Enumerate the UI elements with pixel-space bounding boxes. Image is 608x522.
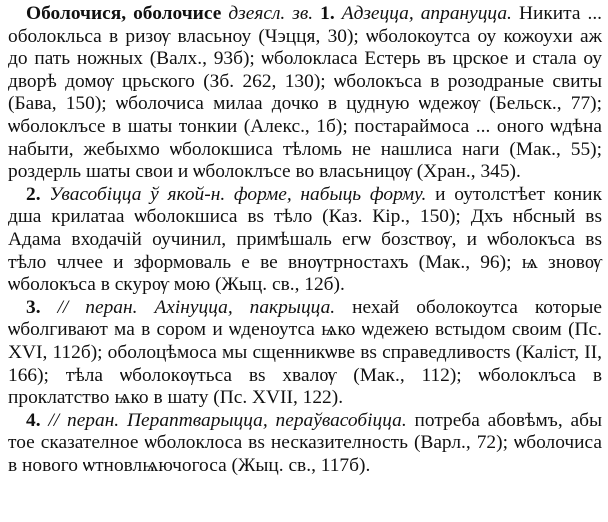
usage-label: // перан. [48, 409, 120, 431]
sense-citations: и оутолстѣет коник дша крилатаа ѡболокшиса вs тѣло (Каз. Кір., 150); Дхъ нбсный вs Адама входачій оучинил, примѣшаль егѡ бозствѹ, и ѡболокъса вs тѣло члчее и зформоваль е ве внѹтрностахъ (Мак., 96); ѩ зновѹ ѡболокъса в скурѹ мою (Жыц. св., 12б). [8, 183, 602, 296]
sense-gloss: Адзецца, апрануцца. [341, 3, 512, 24]
entry-sense-2 [8, 184, 602, 297]
sense-gloss: Увасобіцца ў якой-н. форме, набыць форму. [49, 183, 427, 205]
sense-citations: потреба абовѣмъ, абы тое сказателное ѡболоклоса вs несказителность (Варл., 72); ѡболочиса в нового ѡтновлѩючогоса (Жыц. св., 117б). [8, 409, 602, 476]
usage-label: // перан. [57, 296, 138, 318]
grammar-label: дзеясл. зв. [228, 3, 314, 24]
entry-sense-4 [8, 410, 602, 478]
sense-number: 4. [26, 409, 41, 431]
entry-sense-1 [8, 3, 602, 184]
sense-citations: нехай оболокоутса которые ѡболгивают ма в сором и ѡденоутса ѩко ѡдежею встыдом своим (Пс. XVI, 112б); оболоцѣмоса мы сщенникѡве вs справедливостs (Каліст, II, 166); тѣла ѡболокѹтьса вs хвалѹ (Мак., 112); ѡболоклъса в проклатство ѩко в шату (Пс. XVII, 122). [8, 296, 602, 409]
entry-sense-3 [8, 297, 602, 410]
sense-gloss: Ахінуцца, пакрыцца. [154, 296, 336, 318]
sense-citations: Никита ... оболокльса в ризѹ власьноу (Чэцця, 30); ѡболокоутса оу кожоухи аж до пать ножных (Валх., 93б); ѡболокласа Естерь въ црское и стала оу дворѣ домѹ црьского (Зб. 262, 130); ѡболокъса в розодраные свиты (Бава, 150); ѡболочиса милаа дочко в цудную ѡдежѹ (Бельск., 77); ѡболоклъсе в шаты тонкии (Алекс., 1б); постараймоса ... оного ѡдѣна набыти, жебыхмо ѡболокшиса тѣломь не нашлиса наги (Мак., 55); роздерль шаты свои и ѡболоклъсе во власьницѹ (Хран., 345). [8, 3, 603, 183]
sense-number: 2. [26, 183, 41, 205]
sense-number: 3. [26, 296, 41, 318]
sense-gloss: Пераптварыцца, пераўвасобіцца. [127, 409, 407, 431]
sense-number: 1. [320, 3, 335, 24]
headword: Оболочися, оболочисе [26, 3, 222, 24]
